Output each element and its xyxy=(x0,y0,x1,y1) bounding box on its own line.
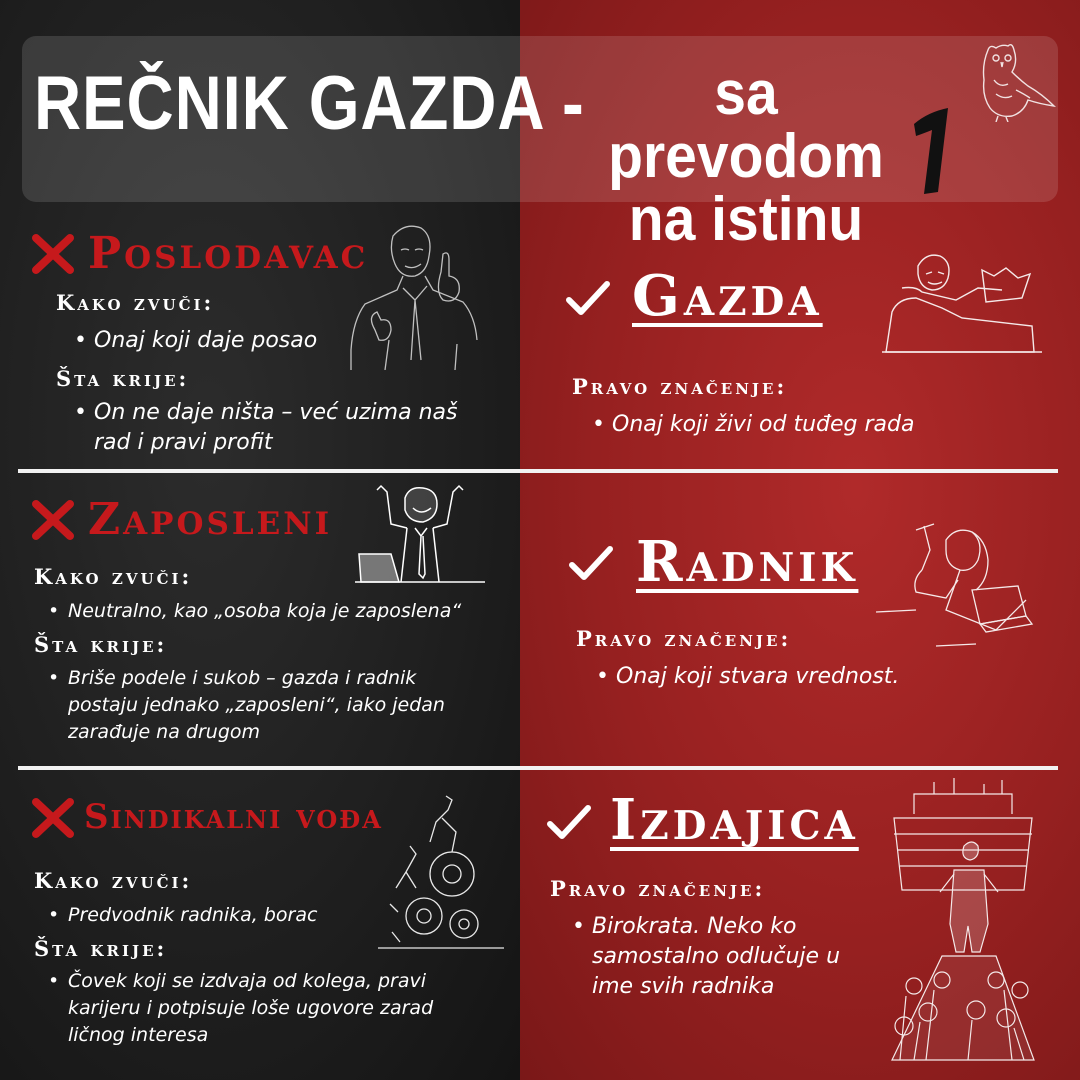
sounds-text: • Neutralno, kao „osoba koja je zaposlena“ xyxy=(68,598,518,625)
row-divider-1 xyxy=(18,469,1058,473)
term-izdajica: Izdajica xyxy=(610,787,859,853)
sounds-label: Kako zvuči: xyxy=(34,868,193,893)
businessman-thumbs-up-illustration xyxy=(345,220,485,370)
meaning-text: • Birokrata. Neko ko samostalno odlučuje u ime svih radnika xyxy=(592,912,882,1002)
number-one-mark xyxy=(908,106,956,198)
checkmark-icon xyxy=(565,280,611,318)
cross-icon xyxy=(32,234,74,274)
term-gazda: Gazda xyxy=(632,263,823,329)
meaning-label: Pravo značenje: xyxy=(572,374,788,399)
hides-text: • On ne daje ništa – već uzima naš rad i pravi profit xyxy=(94,398,484,458)
term-sindikalni-voda: Sindikalni vođa xyxy=(84,797,383,837)
meaning-label: Pravo značenje: xyxy=(550,876,766,901)
sounds-label: Kako zvuči: xyxy=(56,290,215,315)
checkmark-icon xyxy=(568,545,614,583)
hides-text: • Čovek koji se izdvaja od kolega, pravi karijeru i potpisuje loše ugovore zarad ličnog interesa xyxy=(68,968,468,1049)
row-divider-2 xyxy=(18,766,1058,770)
term-poslodavac: Poslodavac xyxy=(88,228,369,279)
cross-icon xyxy=(32,500,74,540)
worker-with-hammer-illustration xyxy=(876,520,1034,648)
meaning-text: • Onaj koji stvara vrednost. xyxy=(616,662,1016,692)
climber-on-gears-illustration xyxy=(376,792,506,952)
hides-label: Šta krije: xyxy=(34,632,168,657)
page-title: REČNIK GAZDA - xyxy=(34,61,585,146)
hides-label: Šta krije: xyxy=(56,366,190,391)
cross-icon xyxy=(32,798,74,838)
cheering-worker-illustration xyxy=(355,484,485,584)
boss-with-money-illustration xyxy=(882,248,1042,356)
sounds-text: • Onaj koji daje posao xyxy=(94,326,354,356)
term-radnik: Radnik xyxy=(636,529,859,595)
bureaucrat-over-crowd-illustration xyxy=(884,774,1042,1062)
owl-icon xyxy=(968,40,1060,122)
term-zaposleni: Zaposleni xyxy=(88,494,333,545)
meaning-text: • Onaj koji živi od tuđeg rada xyxy=(612,410,1032,440)
hides-text: • Briše podele i sukob – gazda i radnik postaju jednako „zaposleni“, iako jedan zarađuje na drugom xyxy=(68,665,488,746)
hides-label: Šta krije: xyxy=(34,936,168,961)
checkmark-icon xyxy=(546,804,592,842)
meaning-label: Pravo značenje: xyxy=(576,626,792,651)
page-subtitle: sa prevodom na istinu xyxy=(608,59,884,255)
sounds-label: Kako zvuči: xyxy=(34,564,193,589)
sounds-text: • Predvodnik radnika, borac xyxy=(68,902,398,929)
